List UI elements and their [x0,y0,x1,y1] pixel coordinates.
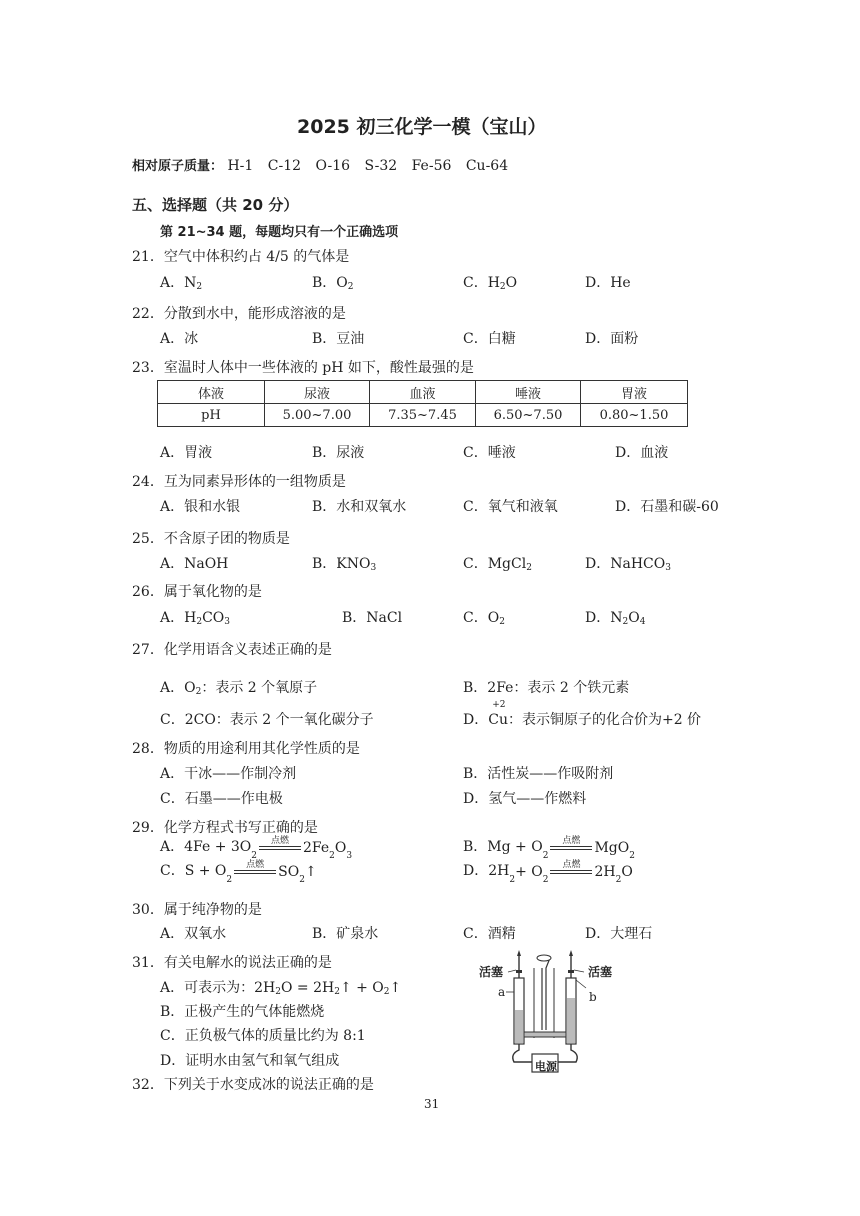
q24-option-b: B．水和双氧水 [312,499,407,515]
right-valve-label: 活塞 [588,965,613,979]
q28-option-b: B．活性炭——作吸附剂 [463,766,614,782]
atomic-mass-cu: Cu-64 [465,158,509,174]
q27-option-c: C．2CO：表示 2 个一氧化碳分子 [160,712,374,728]
q31-option-b: B．正极产生的气体能燃烧 [160,1004,325,1020]
q24-option-d: D．石墨和碳-60 [615,499,719,515]
atomic-mass-h: H-1 [227,158,254,174]
power-source-label: 电源 [535,1060,557,1073]
q21-option-b: B．$O_2$ [312,275,354,292]
q27-option-a: A．$O_2$：表示 2 个氧原子 [160,680,318,697]
q28-option-a: A．干冰——作制冷剂 [160,766,297,782]
q25-option-b: B．$KNO_3$ [312,556,377,573]
q25-option-d: D．NaHCO$_3$ [585,556,671,573]
q28-stem: 28．物质的用途利用其化学性质的是 [132,741,360,757]
tube-b-label: b [589,990,597,1004]
q26-option-d: D．$N_2O_4$ [585,610,646,627]
q24-stem: 24．互为同素异形体的一组物质是 [132,474,346,490]
ph-table-cell: 7.35~7.45 [370,404,476,427]
atomic-mass-fe: Fe-56 [411,158,452,174]
q26-stem: 26．属于氧化物的是 [132,584,262,600]
q24-option-c: C．氧气和液氧 [463,499,558,515]
q30-option-d: D．大理石 [585,926,653,942]
ph-table-cell: 6.50~7.50 [476,404,581,427]
page-number: 31 [424,1097,440,1111]
ph-table-header: 尿液 [265,381,370,404]
q28-option-d: D．氢气——作燃料 [463,791,587,807]
reaction-condition: 点燃 [259,836,301,856]
ph-table-cell: 0.80~1.50 [581,404,688,427]
reaction-condition: 点燃 [234,860,276,880]
q27-stem: 27．化学用语含义表述正确的是 [132,642,332,658]
q31-stem: 31．有关电解水的说法正确的是 [132,955,332,971]
q30-option-a: A．双氧水 [160,926,227,942]
q26-option-c: C．$O_2$ [463,610,505,627]
charge-label: +2 [492,700,506,710]
q29-option-c: C．S + O 2 点燃 SO 2 ↑ [160,860,317,885]
q29-option-a: A．4Fe + 3O 2 点燃 2Fe 2 O 3 [160,836,353,861]
q25-option-a: A．NaOH [160,556,229,572]
q25-option-c: C．MgCl$_2$ [463,556,532,573]
q30-option-b: B．矿泉水 [312,926,379,942]
q26-option-b: B．NaCl [342,610,403,626]
atomic-mass-label: 相对原子质量： [132,159,224,174]
q23-stem: 23．室温时人体中一些体液的 pH 如下，酸性最强的是 [132,360,474,376]
ph-table-cell: 5.00~7.00 [265,404,370,427]
q23-option-b: B．尿液 [312,445,365,461]
atomic-mass-line [132,155,508,174]
atomic-mass-c: C-12 [267,158,302,174]
ph-table-header: 体液 [158,381,265,404]
q23-option-a: A．胃液 [160,445,213,461]
q23-option-c: C．唾液 [463,445,516,461]
q26-option-a: A．$H_2CO_3$ [160,610,230,627]
q21-option-a: A．$N_2$ [160,275,203,292]
left-valve-label: 活塞 [479,965,504,979]
q25-stem: 25．不含原子团的物质是 [132,531,290,547]
q29-option-d: D．2H 2 + O 2 点燃 2H 2 O [463,860,633,885]
q31-option-c: C．正负极气体的质量比约为 8:1 [160,1028,366,1044]
ph-table-row [158,404,688,427]
q29-option-b: B．Mg + O 2 点燃 MgO 2 [463,836,635,861]
atomic-mass-s: S-32 [364,158,398,174]
q22-stem: 22．分散到水中，能形成溶液的是 [132,306,346,322]
q27-option-d: D． +2 Cu：表示铜原子的化合价为+2 价 [463,700,702,728]
q28-option-c: C．石墨——作电极 [160,791,283,807]
q30-stem: 30．属于纯净物的是 [132,902,262,918]
q21-option-d: D．He [585,275,631,291]
ph-table-header: 血液 [370,381,476,404]
q31-option-d: D．证明水由氢气和氧气组成 [160,1053,340,1069]
q24-option-a: A．银和水银 [160,499,241,515]
section-instruction: 第 21~34 题，每题均只有一个正确选项 [160,225,399,240]
q22-option-b: B．豆油 [312,331,365,347]
q27-option-b: B．2Fe：表示 2 个铁元素 [463,680,630,696]
q23-option-d: D．血液 [615,445,669,461]
reaction-condition: 点燃 [550,860,592,880]
atomic-mass-o: O-16 [315,158,351,174]
reaction-condition: 点燃 [550,836,592,856]
section-heading: 五、选择题（共 20 分） [132,196,299,214]
q31-option-a: A．可表示为：$2H_2O$ = $2H_2↑$ + $O_2↑$ [160,980,402,997]
q22-option-d: D．面粉 [585,331,639,347]
tube-a-label: a [498,985,506,999]
q30-option-c: C．酒精 [463,926,516,942]
q21-stem: 21．空气中体积约占 4/5 的气体是 [132,249,350,265]
q21-option-c: C．$H_2O$ [463,275,518,292]
q29-stem: 29．化学方程式书写正确的是 [132,820,318,836]
q22-option-c: C．白糖 [463,331,516,347]
ph-table-cell: pH [158,404,265,427]
ph-table-header-row [158,381,688,404]
q22-option-a: A．冰 [160,331,199,347]
ph-table [157,380,688,427]
page-title: 2025 初三化学一模（宝山） [297,116,547,138]
ph-table-header: 胃液 [581,381,688,404]
q32-stem: 32．下列关于水变成冰的说法正确的是 [132,1077,374,1093]
ph-table-header: 唾液 [476,381,581,404]
